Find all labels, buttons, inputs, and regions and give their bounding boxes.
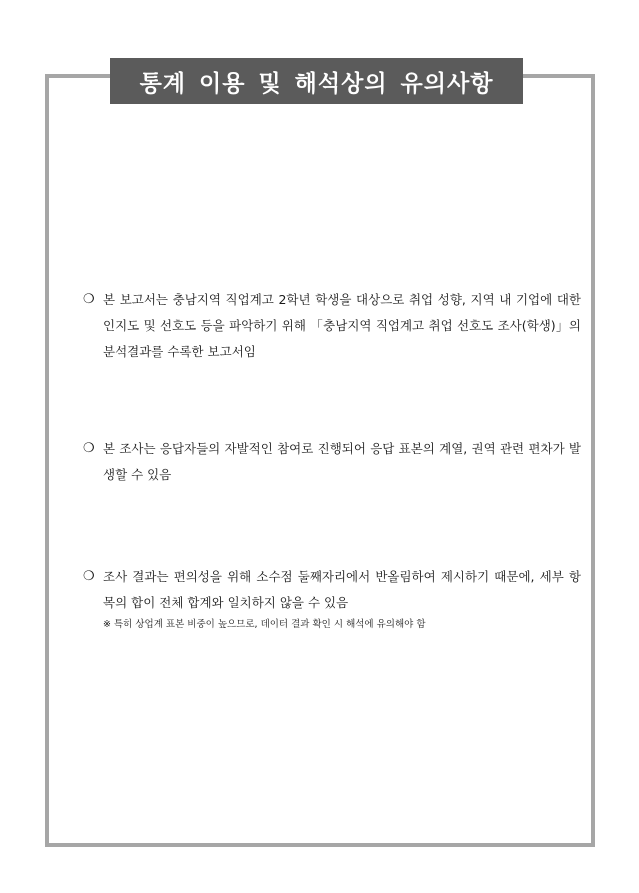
circle-bullet-icon: ❍	[83, 441, 95, 456]
page-title	[110, 58, 523, 104]
notice-text: 본 보고서는 충남지역 직업계고 2학년 학생을 대상으로 취업 성향, 지역 내 기업에 대한 인지도 및 선호도 등을 파악하기 위해 「충남지역 직업계고 취업 선호도 조사(학생)」의 분석결과를 수록한 보고서임	[103, 292, 581, 359]
notice-text: 본 조사는 응답자들의 자발적인 참여로 진행되어 응답 표본의 계열, 권역 관련 편차가 발생할 수 있음	[103, 441, 581, 482]
notice-item	[83, 287, 581, 365]
circle-bullet-icon: ❍	[83, 292, 95, 307]
notice-footnote: ※ 특히 상업계 표본 비중이 높으므로, 데이터 결과 확인 시 해석에 유의해야 함	[103, 619, 426, 630]
notice-item	[83, 564, 581, 633]
page-title-text: 통계 이용 및 해석상의 유의사항	[139, 70, 494, 97]
notice-item	[83, 436, 581, 488]
notice-text: 조사 결과는 편의성을 위해 소수점 둘째자리에서 반올림하여 제시하기 때문에, 세부 항목의 합이 전체 합계와 일치하지 않을 수 있음	[103, 569, 581, 610]
circle-bullet-icon: ❍	[83, 569, 95, 584]
